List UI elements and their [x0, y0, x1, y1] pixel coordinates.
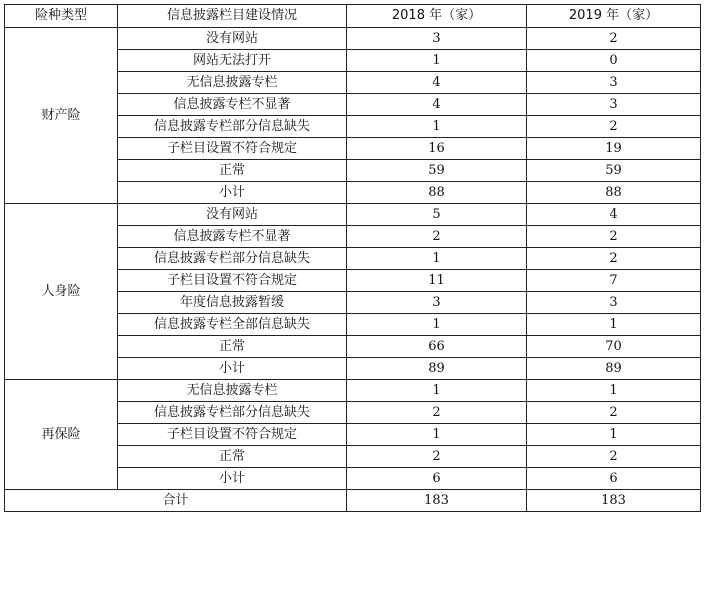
- count-2018-cell: 88: [347, 182, 527, 204]
- count-2019-cell: 3: [527, 292, 701, 314]
- total-2018: 183: [347, 490, 527, 512]
- disclosure-status-cell: 没有网站: [118, 28, 347, 50]
- disclosure-status-cell: 信息披露专栏不显著: [118, 94, 347, 116]
- count-2019-cell: 7: [527, 270, 701, 292]
- count-2018-cell: 1: [347, 248, 527, 270]
- disclosure-status-cell: 正常: [118, 336, 347, 358]
- count-2019-cell: 0: [527, 50, 701, 72]
- count-2019-cell: 2: [527, 226, 701, 248]
- count-2018-cell: 2: [347, 446, 527, 468]
- count-2019-cell: 3: [527, 94, 701, 116]
- count-2019-cell: 2: [527, 116, 701, 138]
- disclosure-status-cell: 小计: [118, 182, 347, 204]
- count-2018-cell: 3: [347, 292, 527, 314]
- count-2018-cell: 1: [347, 380, 527, 402]
- count-2019-cell: 70: [527, 336, 701, 358]
- total-row: [5, 490, 701, 512]
- count-2019-cell: 4: [527, 204, 701, 226]
- disclosure-status-cell: 正常: [118, 446, 347, 468]
- count-2018-cell: 1: [347, 424, 527, 446]
- count-2018-cell: 16: [347, 138, 527, 160]
- count-2018-cell: 4: [347, 94, 527, 116]
- disclosure-status-cell: 小计: [118, 468, 347, 490]
- count-2018-cell: 11: [347, 270, 527, 292]
- count-2018-cell: 5: [347, 204, 527, 226]
- header-row: [5, 5, 701, 28]
- header-year-2019: 2019 年（家）: [527, 5, 701, 28]
- count-2019-cell: 1: [527, 380, 701, 402]
- table-row: [5, 28, 701, 50]
- count-2019-cell: 89: [527, 358, 701, 380]
- count-2019-cell: 2: [527, 446, 701, 468]
- disclosure-status-cell: 信息披露专栏部分信息缺失: [118, 402, 347, 424]
- disclosure-status-cell: 信息披露专栏全部信息缺失: [118, 314, 347, 336]
- count-2018-cell: 3: [347, 28, 527, 50]
- disclosure-status-cell: 子栏目设置不符合规定: [118, 424, 347, 446]
- table-container: [4, 4, 701, 512]
- insurance-type-cell: 人身险: [5, 204, 118, 380]
- count-2019-cell: 6: [527, 468, 701, 490]
- table-row: [5, 204, 701, 226]
- count-2018-cell: 2: [347, 402, 527, 424]
- count-2018-cell: 2: [347, 226, 527, 248]
- disclosure-status-cell: 年度信息披露暂缓: [118, 292, 347, 314]
- disclosure-status-cell: 小计: [118, 358, 347, 380]
- table-footer: [5, 490, 701, 512]
- count-2018-cell: 1: [347, 116, 527, 138]
- count-2019-cell: 2: [527, 28, 701, 50]
- disclosure-table: [4, 4, 701, 512]
- table-body: [5, 28, 701, 490]
- count-2019-cell: 1: [527, 314, 701, 336]
- disclosure-status-cell: 无信息披露专栏: [118, 72, 347, 94]
- disclosure-status-cell: 子栏目设置不符合规定: [118, 270, 347, 292]
- count-2019-cell: 1: [527, 424, 701, 446]
- count-2019-cell: 19: [527, 138, 701, 160]
- disclosure-status-cell: 无信息披露专栏: [118, 380, 347, 402]
- count-2019-cell: 3: [527, 72, 701, 94]
- table-row: [5, 380, 701, 402]
- count-2018-cell: 6: [347, 468, 527, 490]
- header-insurance-type: 险种类型: [5, 5, 118, 28]
- total-2019: 183: [527, 490, 701, 512]
- disclosure-status-cell: 信息披露专栏不显著: [118, 226, 347, 248]
- count-2019-cell: 88: [527, 182, 701, 204]
- count-2018-cell: 4: [347, 72, 527, 94]
- disclosure-status-cell: 信息披露专栏部分信息缺失: [118, 116, 347, 138]
- count-2018-cell: 1: [347, 50, 527, 72]
- total-label: 合计: [5, 490, 347, 512]
- table-header: [5, 5, 701, 28]
- insurance-type-cell: 再保险: [5, 380, 118, 490]
- insurance-type-cell: 财产险: [5, 28, 118, 204]
- count-2018-cell: 89: [347, 358, 527, 380]
- header-year-2018: 2018 年（家）: [347, 5, 527, 28]
- header-disclosure-status: 信息披露栏目建设情况: [118, 5, 347, 28]
- disclosure-status-cell: 没有网站: [118, 204, 347, 226]
- disclosure-status-cell: 信息披露专栏部分信息缺失: [118, 248, 347, 270]
- count-2018-cell: 59: [347, 160, 527, 182]
- count-2018-cell: 66: [347, 336, 527, 358]
- count-2019-cell: 2: [527, 402, 701, 424]
- count-2018-cell: 1: [347, 314, 527, 336]
- disclosure-status-cell: 网站无法打开: [118, 50, 347, 72]
- count-2019-cell: 59: [527, 160, 701, 182]
- disclosure-status-cell: 正常: [118, 160, 347, 182]
- disclosure-status-cell: 子栏目设置不符合规定: [118, 138, 347, 160]
- count-2019-cell: 2: [527, 248, 701, 270]
